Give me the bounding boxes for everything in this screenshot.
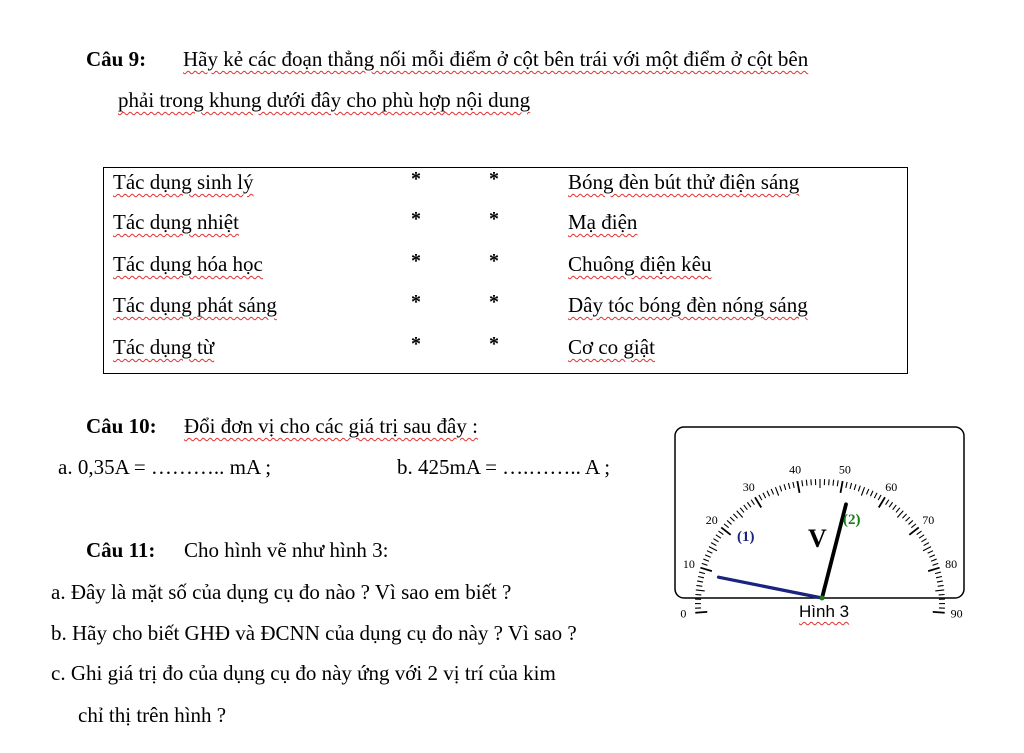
left-point-5: * [411, 333, 421, 355]
tick-label: 90 [950, 606, 963, 621]
q10-part-a: a. 0,35A = ……….. mA ; [58, 455, 272, 479]
tick-label: 30 [742, 479, 755, 494]
left-item-3: Tác dụng hóa học [113, 252, 263, 276]
figure-caption: Hình 3 [799, 602, 850, 621]
right-item-3: Chuông điện kêu [568, 252, 712, 276]
matching-table [103, 167, 908, 374]
left-point-3: * [411, 250, 421, 272]
q9-line1: Hãy kẻ các đoạn thẳng nối mỗi điểm ở cột bên trái với một điểm ở cột bên [183, 47, 809, 71]
right-item-1: Bóng đèn bút thử điện sáng [568, 170, 800, 194]
left-point-1: * [411, 168, 421, 190]
left-item-5: Tác dụng từ [113, 335, 215, 359]
left-item-1: Tác dụng sinh lý [113, 170, 254, 194]
left-point-2: * [411, 208, 421, 230]
q11-item-c: c. Ghi giá trị đo của dụng cụ đo này ứng với 2 vị trí của kim [51, 661, 556, 685]
right-point-2: * [489, 208, 499, 230]
q11-text: Cho hình vẽ như hình 3: [184, 538, 389, 562]
tick-label: 80 [945, 557, 958, 572]
meter-frame [675, 427, 964, 598]
tick-label: 70 [922, 513, 935, 528]
q11-item-c-cont: chỉ thị trên hình ? [78, 703, 227, 727]
scale-tick [695, 612, 707, 613]
q11-label: Câu 11: [86, 538, 156, 562]
tick-label: 10 [682, 557, 695, 572]
right-item-2: Mạ điện [568, 210, 638, 234]
needle-pivot [820, 596, 825, 601]
tick-label: 40 [789, 462, 802, 477]
tick-label: 0 [680, 606, 687, 621]
left-item-2: Tác dụng nhiệt [113, 210, 239, 234]
left-point-4: * [411, 291, 421, 313]
right-item-4: Dây tóc bóng đèn nóng sáng [568, 293, 808, 317]
tick-label: 60 [885, 479, 898, 494]
tick-label: 50 [838, 462, 851, 477]
q10-text: Đổi đơn vị cho các giá trị sau đây : [184, 414, 478, 438]
voltmeter-figure [674, 426, 966, 626]
scale-tick [933, 612, 945, 613]
scale-tick [806, 480, 807, 486]
scale-tick [833, 480, 834, 486]
q10-part-b: b. 425mA = ….…….. A ; [397, 455, 611, 479]
q11-item-b: b. Hãy cho biết GHĐ và ĐCNN của dụng cụ đo này ? Vì sao ? [51, 621, 577, 645]
q9-label: Câu 9: [86, 47, 147, 71]
tick-label: 20 [705, 513, 718, 528]
right-point-1: * [489, 168, 499, 190]
left-item-4: Tác dụng phát sáng [113, 293, 277, 317]
right-point-4: * [489, 291, 499, 313]
q11-item-a: a. Đây là mặt số của dụng cụ đo nào ? Vì sao em biết ? [51, 580, 512, 604]
q10-label: Câu 10: [86, 414, 157, 438]
unit-label: V [808, 524, 827, 553]
needle-1-label: (1) [737, 529, 755, 545]
right-item-5: Cơ co giật [568, 335, 655, 359]
right-point-3: * [489, 250, 499, 272]
needle-2-label: (2) [843, 512, 861, 528]
q9-line2: phải trong khung dưới đây cho phù hợp nội dung [118, 88, 531, 112]
right-point-5: * [489, 333, 499, 355]
